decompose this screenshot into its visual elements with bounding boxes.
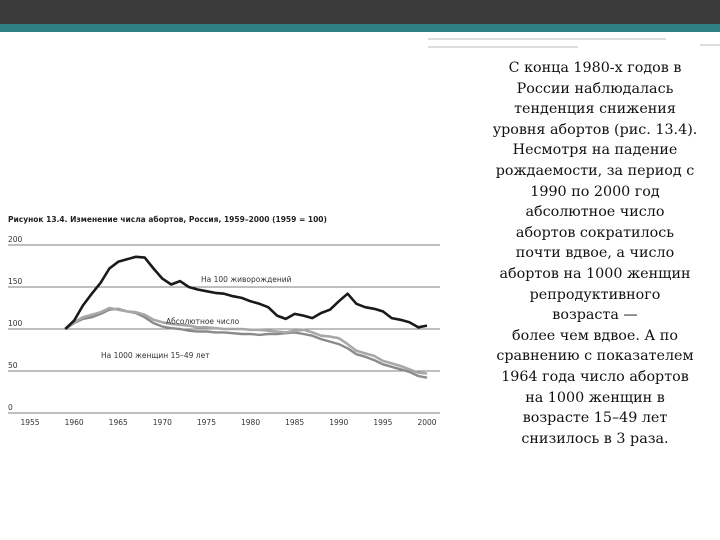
series-line [65, 309, 427, 378]
paragraph-line: тенденция снижения [514, 101, 676, 118]
chart-title: Рисунок 13.4. Изменение числа абортов, Россия, 1959–2000 (1959 = 100) [8, 215, 327, 224]
paragraph-line: абортов на 1000 женщин [499, 265, 691, 282]
x-tick-label: 1975 [196, 418, 216, 427]
slide-paragraph [475, 58, 715, 449]
decorative-line [700, 44, 720, 46]
series-label: Абсолютное число [166, 317, 240, 326]
paragraph-line: возраста — [552, 307, 638, 324]
y-tick-label: 150 [8, 277, 23, 286]
y-tick-label: 0 [8, 403, 13, 412]
x-tick-label: 1970 [152, 418, 172, 427]
x-tick-label: 2000 [417, 418, 437, 427]
series-labels [101, 275, 292, 360]
series-line [65, 257, 427, 329]
y-tick-label: 200 [8, 235, 23, 244]
x-tick-label: 1980 [241, 418, 261, 427]
paragraph-line: уровня абортов (рис. 13.4). [492, 121, 698, 138]
series-line [65, 308, 427, 374]
paragraph-line: сравнению с показателем [496, 348, 694, 365]
paragraph-line: С конца 1980-х годов в [508, 60, 682, 76]
paragraph-line: 1964 года число абортов [501, 368, 689, 385]
x-tick-label: 1965 [108, 418, 128, 427]
paragraph-line: почти вдвое, а число [515, 245, 675, 262]
top-accent-bar [0, 24, 720, 32]
x-tick-label: 1990 [329, 418, 349, 427]
paragraph-line: абсолютное число [525, 204, 665, 221]
paragraph-line: возрасте 15–49 лет [522, 410, 668, 427]
paragraph-line: снизилось в 3 раза. [521, 430, 669, 447]
paragraph-line: абортов сократилось [515, 224, 675, 241]
x-tick-label: 1995 [373, 418, 393, 427]
y-axis [8, 235, 23, 412]
top-bar [0, 0, 720, 24]
x-axis [20, 418, 436, 427]
paragraph-line: рождаемости, за период с [495, 162, 695, 179]
paragraph-line: Несмотря на падение [512, 142, 678, 159]
decorative-line [428, 46, 578, 48]
x-tick-label: 1960 [64, 418, 84, 427]
paragraph-line: на 1000 женщин в [525, 389, 665, 406]
x-tick-label: 1985 [285, 418, 305, 427]
series-label: На 1000 женщин 15–49 лет [101, 351, 210, 360]
y-tick-label: 100 [8, 319, 23, 328]
y-tick-label: 50 [8, 361, 18, 370]
series-label: На 100 живорождений [201, 275, 292, 284]
decorative-line [428, 38, 666, 40]
abortion-chart [0, 228, 445, 453]
paragraph-line: более чем вдвое. А по [512, 327, 678, 344]
paragraph-line: России наблюдалась [516, 80, 674, 97]
paragraph-line: репродуктивного [529, 286, 661, 303]
x-tick-label: 1955 [20, 418, 40, 427]
paragraph-line: 1990 по 2000 год [530, 183, 660, 200]
